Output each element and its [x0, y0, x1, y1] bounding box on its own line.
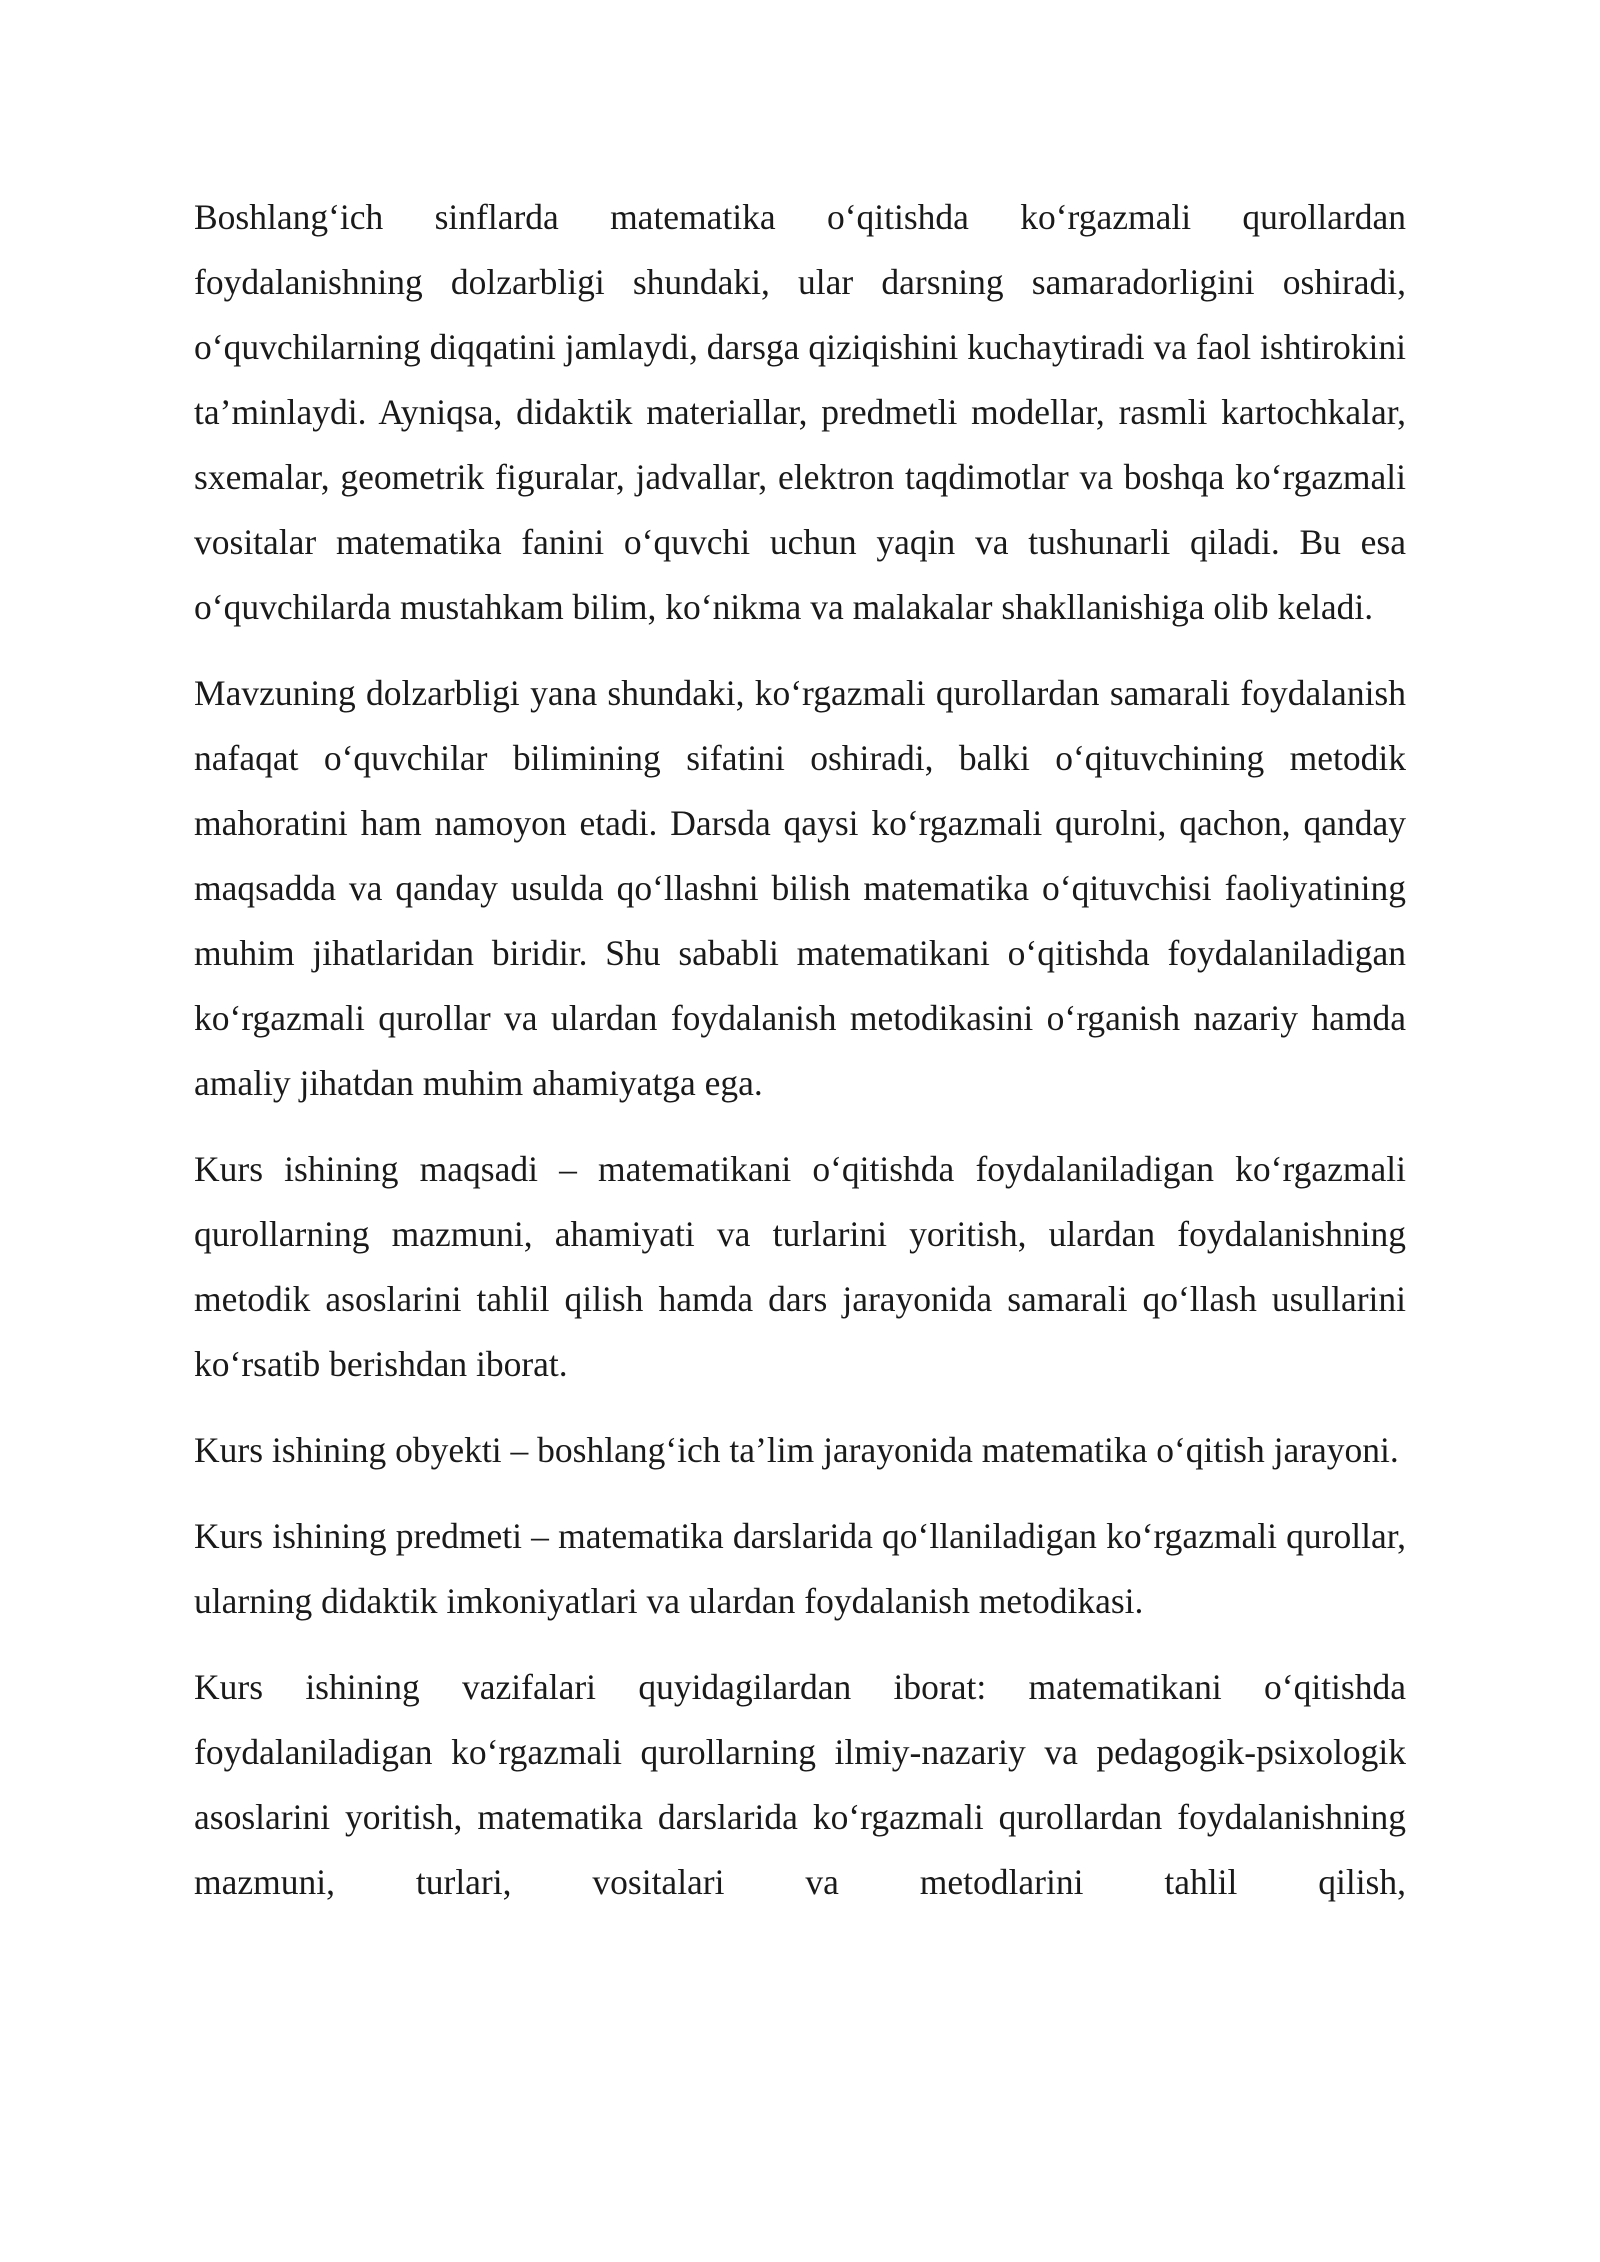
- paragraph-tasks: Kurs ishining vazifalari quyidagilardan iborat: matematikani o‘qitishda foydalaniladigan ko‘rgazmali qurollarning ilmiy-nazariy va pedagogik-psixologik asoslarini yoritish, matematika darslarida ko‘rgazmali qurollardan foydalanishning mazmuni, turlari, vositalari va metodlarini tahlil qilish,: [194, 1667, 1406, 1902]
- paragraph-goal: Kurs ishining maqsadi – matematikani o‘qitishda foydalaniladigan ko‘rgazmali qurollarning mazmuni, ahamiyati va turlarini yoritish, ulardan foydalanishning metodik asoslarini tahlil qilish hamda dars jarayonida samarali qo‘llash usullarini ko‘rsatib berishdan iborat.: [194, 1149, 1406, 1384]
- paragraph-relevance: Boshlang‘ich sinflarda matematika o‘qitishda ko‘rgazmali qurollardan foydalanishning dolzarbligi shundaki, ular darsning samaradorligini oshiradi, o‘quvchilarning diqqatini jamlaydi, darsga qiziqishini kuchaytiradi va faol ishtirokini ta’minlaydi. Ayniqsa, didaktik materiallar, predmetli modellar, rasmli kartochkalar, sxemalar, geometrik figuralar, jadvallar, elektron taqdimotlar va boshqa ko‘rgazmali vositalar matematika fanini o‘quvchi uchun yaqin va tushunarli qiladi. Bu esa o‘quvchilarda mustahkam bilim, ko‘nikma va malakalar shakllanishiga olib keladi.: [194, 197, 1406, 627]
- paragraph-object: Kurs ishining obyekti – boshlang‘ich ta’lim jarayonida matematika o‘qitish jarayoni.: [194, 1430, 1399, 1470]
- document-body: [194, 185, 1406, 1936]
- paragraph-subject: Kurs ishining predmeti – matematika darslarida qo‘llaniladigan ko‘rgazmali qurollar, ularning didaktik imkoniyatlari va ulardan foydalanish metodikasi.: [194, 1516, 1406, 1621]
- paragraph-topic-relevance: Mavzuning dolzarbligi yana shundaki, ko‘rgazmali qurollardan samarali foydalanish nafaqat o‘quvchilar bilimining sifatini oshiradi, balki o‘qituvchining metodik mahoratini ham namoyon etadi. Darsda qaysi ko‘rgazmali qurolni, qachon, qanday maqsadda va qanday usulda qo‘llashni bilish matematika o‘qituvchisi faoliyatining muhim jihatlaridan biridir. Shu sababli matematikani o‘qitishda foydalaniladigan ko‘rgazmali qurollar va ulardan foydalanish metodikasini o‘rganish nazariy hamda amaliy jihatdan muhim ahamiyatga ega.: [194, 673, 1406, 1103]
